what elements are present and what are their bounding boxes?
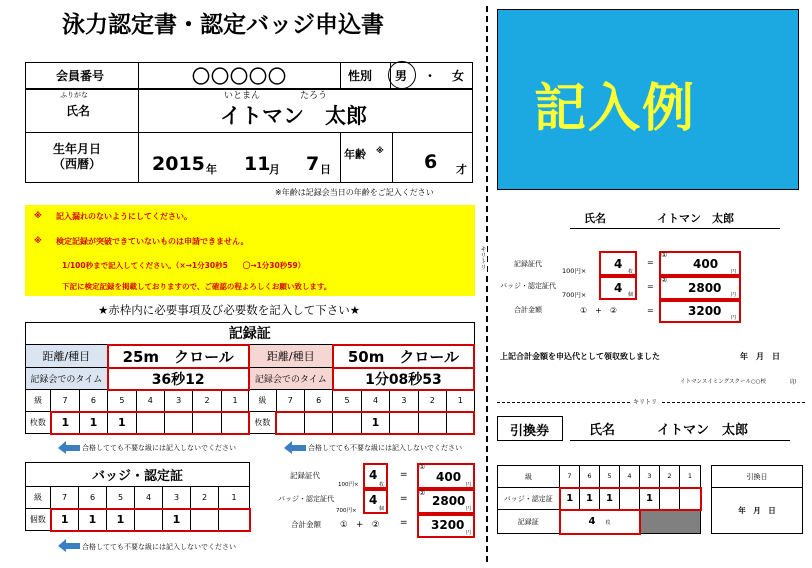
grade-cell: 5: [107, 487, 135, 509]
school-name: イトマンスイミングスクール○○校: [680, 379, 767, 385]
grade-cell: 1: [680, 466, 701, 488]
count-cell[interactable]: [164, 412, 192, 434]
notice-mark-2: ※: [34, 236, 42, 245]
kiritori-vertical: キリトリ: [479, 246, 486, 270]
page-title: 泳力認定書・認定バッジ申込書: [62, 12, 384, 38]
record-header: 記録証: [26, 323, 475, 345]
seal-mark: 印: [790, 379, 797, 386]
count-cell[interactable]: [193, 412, 221, 434]
voucher-gray-cell: [640, 510, 701, 534]
dob-year-unit: 年: [206, 163, 217, 176]
notice-line-2: 検定記録が突破できていないものは申請できません。: [56, 237, 249, 246]
grade-cell: 1: [221, 390, 248, 412]
grade-cell: 6: [79, 390, 107, 412]
received-date: 年 月 日: [740, 352, 780, 361]
grade-label: 級: [249, 390, 276, 412]
fee-rec-unit: 100円×: [338, 482, 359, 488]
cut-line-label: キリトリ: [630, 397, 660, 406]
count-cell[interactable]: 1: [79, 412, 107, 434]
age-label: 年齢: [344, 148, 366, 161]
count-cell[interactable]: 1: [600, 488, 620, 510]
count-cell[interactable]: 1: [580, 488, 600, 510]
voucher-table: [497, 465, 702, 535]
record-grade-row: [26, 390, 475, 412]
gender-label: 性別: [348, 69, 373, 83]
grade-cell: 3: [164, 390, 192, 412]
time-label-2: 記録会でのタイム: [249, 368, 333, 390]
age-value[interactable]: 6: [424, 151, 438, 173]
badge-table: [25, 462, 251, 532]
furigana-label: ふりがな: [60, 91, 88, 99]
time-1[interactable]: 36秒12: [108, 368, 249, 390]
record-table: [25, 322, 475, 435]
grade-cell: 1: [447, 390, 474, 412]
badge-header: バッジ・認定証: [26, 463, 250, 487]
receipt-badge-qty-unit: 個: [628, 292, 634, 298]
age-note: ※年齢は記録会当日の年齢をご記入ください: [275, 188, 434, 197]
dob-month-unit: 月: [269, 163, 280, 176]
count-cell[interactable]: 1: [51, 509, 79, 531]
grade-cell: 7: [51, 487, 79, 509]
receipt-total-amt[interactable]: 3200: [688, 304, 722, 318]
fee-total-formula: ① + ②: [340, 520, 380, 530]
notice-line-4: 下記に検定記録を掲載しておりますので、ご確認の程よろしくお願い致します。: [62, 282, 332, 291]
count-cell[interactable]: [219, 509, 250, 531]
grade-cell: 1: [219, 487, 250, 509]
count-cell[interactable]: 1: [79, 509, 107, 531]
count-cell[interactable]: [620, 488, 640, 510]
fee-badge-unit: 700円×: [336, 508, 357, 514]
fee-yen: 円: [466, 506, 472, 512]
grade-cell: 3: [163, 487, 191, 509]
grade-cell: 5: [108, 390, 136, 412]
count-cell[interactable]: [333, 412, 361, 434]
receipt-yen: 円: [731, 292, 737, 298]
furigana-last: たろう: [300, 91, 328, 101]
fee-badge-label: バッジ・認定証代: [278, 495, 334, 503]
gender-dot: ・: [424, 69, 437, 83]
up-arrow-icon: [58, 440, 80, 454]
grade-cell: 6: [79, 487, 107, 509]
count-cell[interactable]: 1: [361, 412, 389, 434]
receipt-badge-num: ②: [661, 276, 668, 284]
count-label: 枚数: [26, 412, 51, 434]
grade-label: 級: [26, 487, 51, 509]
fee-badge-amt[interactable]: 2800: [432, 494, 466, 508]
count-cell[interactable]: [447, 412, 474, 434]
received-text: 上記合計金額を申込代として領収致しました: [500, 352, 660, 361]
dob-day-unit: 日: [320, 163, 331, 176]
receipt-rec-label: 記録証代: [514, 260, 542, 268]
grade-cell: 2: [191, 487, 219, 509]
count-cell[interactable]: [221, 412, 248, 434]
voucher-badge-label: バッジ・認定証: [498, 488, 560, 510]
dob-label: 生年月日: [53, 142, 102, 156]
exchange-table: [711, 465, 803, 534]
grade-cell: 4: [135, 487, 163, 509]
grade-cell: 2: [660, 466, 680, 488]
grade-cell: 5: [333, 390, 361, 412]
exchange-date[interactable]: 年 月 日: [712, 488, 803, 534]
up-arrow-icon: [58, 538, 80, 552]
record-note: 合格してても不要な級には記入しないでください: [308, 444, 462, 452]
count-cell[interactable]: 1: [163, 509, 191, 531]
sample-stamp-text: 記入例: [534, 79, 697, 139]
fee-yen: 円: [466, 530, 472, 536]
notice-mark-1: ※: [34, 211, 42, 220]
instruction: ★赤枠内に必要事項及び必要数を記入して下さい★: [98, 303, 361, 317]
member-number-label: 会員番号: [56, 69, 105, 83]
grade-cell: 5: [600, 466, 620, 488]
voucher-rec-qty-box[interactable]: [560, 510, 640, 534]
grade-label: 級: [26, 390, 51, 412]
receipt-badge-unit: 700円×: [562, 291, 587, 299]
grade-cell: 7: [276, 390, 304, 412]
dob-year[interactable]: 2015: [152, 153, 205, 175]
receipt-yen: 円: [731, 269, 737, 275]
voucher-rec-label: 記録証: [498, 510, 560, 534]
gender-female[interactable]: 女: [452, 69, 465, 83]
up-arrow-icon: [284, 440, 306, 454]
count-cell[interactable]: 1: [108, 412, 136, 434]
notice-line-1: 記入漏れのないようにしてください。: [56, 212, 192, 221]
fee-eq: =: [400, 494, 408, 504]
receipt-eq: =: [647, 306, 654, 315]
receipt-name-label: 氏名: [584, 212, 606, 225]
fee-badge-qty[interactable]: 4: [369, 493, 378, 507]
record-note: 合格してても不要な級には記入しないでください: [82, 444, 236, 452]
count-cell[interactable]: [390, 412, 418, 434]
receipt-total-label: 合計金額: [514, 306, 542, 314]
receipt-name: イトマン 太郎: [657, 212, 734, 225]
vertical-divider: [486, 6, 488, 562]
dob-day[interactable]: 7: [306, 153, 320, 175]
exchange-label: 引換日: [712, 466, 803, 488]
count-cell[interactable]: 1: [640, 488, 660, 510]
notice-line-3: 1/100秒まで記入してください。（×→1分30秒5 〇→1分30秒59）: [62, 261, 306, 270]
grade-cell: 7: [51, 390, 79, 412]
fee-total-label: 合計金額: [291, 520, 321, 529]
fee-rec-qty[interactable]: 4: [369, 468, 378, 482]
receipt-badge-qty[interactable]: 4: [614, 281, 623, 295]
fee-yen: 円: [466, 482, 472, 488]
dist-label-2: 距離/種目: [249, 345, 333, 368]
event-1[interactable]: 25m クロール: [108, 345, 249, 368]
dob-label-sub: （西暦）: [53, 157, 102, 171]
count-cell[interactable]: [418, 412, 446, 434]
receipt-badge-amt[interactable]: 2800: [688, 281, 722, 295]
fee-rec-amt[interactable]: 400: [436, 470, 462, 484]
receipt-rec-amt[interactable]: 400: [693, 257, 719, 271]
count-cell[interactable]: [276, 412, 304, 434]
time-2[interactable]: 1分08秒53: [333, 368, 474, 390]
fee-eq: =: [400, 470, 408, 480]
receipt-eq: =: [647, 282, 654, 291]
fee-badge-num: ②: [419, 489, 426, 497]
receipt-eq: =: [647, 258, 654, 267]
voucher-grade-label: 級: [498, 466, 560, 488]
voucher-title: 引換券: [510, 424, 550, 439]
grade-cell: 4: [620, 466, 640, 488]
fee-rec-label: 記録証代: [290, 471, 320, 480]
fee-rec-num: ①: [419, 463, 426, 471]
time-label-1: 記録会でのタイム: [26, 368, 108, 390]
count-cell[interactable]: [191, 509, 219, 531]
badge-note: 合格してても不要な級には記入しないでください: [82, 543, 236, 551]
fee-rec-qty-unit: 枚: [379, 482, 385, 488]
furigana-first: いとまん: [224, 91, 261, 101]
record-count-row: [26, 412, 475, 434]
count-cell[interactable]: [304, 412, 332, 434]
sample-stamp: [497, 9, 799, 190]
count-cell[interactable]: [660, 488, 680, 510]
age-mark: ※: [376, 146, 384, 155]
age-unit: 才: [456, 163, 467, 176]
name-value[interactable]: イトマン 太郎: [220, 104, 367, 128]
grade-cell: 6: [580, 466, 600, 488]
count-cell[interactable]: 1: [560, 488, 580, 510]
grade-cell: 6: [304, 390, 332, 412]
voucher-rec-unit: 枚: [605, 520, 611, 526]
fee-total-amt[interactable]: 3200: [431, 518, 465, 532]
count-cell[interactable]: [136, 412, 164, 434]
dist-label-1: 距離/種目: [26, 345, 108, 368]
dob-month[interactable]: 11: [244, 153, 271, 175]
count-cell[interactable]: 1: [51, 412, 79, 434]
grade-cell: 2: [418, 390, 446, 412]
count-cell[interactable]: [135, 509, 163, 531]
receipt-badge-label: バッジ・認定証代: [500, 282, 556, 290]
gender-male[interactable]: 男: [395, 69, 408, 83]
fee-eq: =: [400, 518, 408, 528]
name-label: 氏名: [66, 104, 91, 118]
voucher-name-label: 氏名: [589, 423, 616, 438]
receipt-rec-num: ①: [661, 251, 668, 259]
receipt-rec-qty[interactable]: 4: [614, 257, 623, 271]
grade-cell: 3: [390, 390, 418, 412]
voucher-rec-qty[interactable]: 4: [588, 516, 596, 527]
voucher-name: イトマン 太郎: [657, 423, 749, 438]
grade-cell: 7: [560, 466, 580, 488]
event-2[interactable]: 50m クロール: [333, 345, 474, 368]
count-label: 枚数: [249, 412, 276, 434]
grade-cell: 4: [361, 390, 389, 412]
grade-cell: 3: [640, 466, 660, 488]
grade-cell: 4: [136, 390, 164, 412]
receipt-rec-unit: 100円×: [562, 267, 587, 275]
count-label: 個数: [26, 509, 51, 531]
member-number-value[interactable]: 〇〇〇〇〇: [192, 67, 287, 88]
count-cell[interactable]: [680, 488, 701, 510]
fee-badge-qty-unit: 個: [379, 506, 385, 512]
count-cell[interactable]: 1: [107, 509, 135, 531]
receipt-rec-qty-unit: 枚: [628, 269, 634, 275]
grade-cell: 2: [193, 390, 221, 412]
receipt-total-formula: ① + ②: [580, 306, 618, 315]
receipt-yen: 円: [731, 315, 737, 321]
